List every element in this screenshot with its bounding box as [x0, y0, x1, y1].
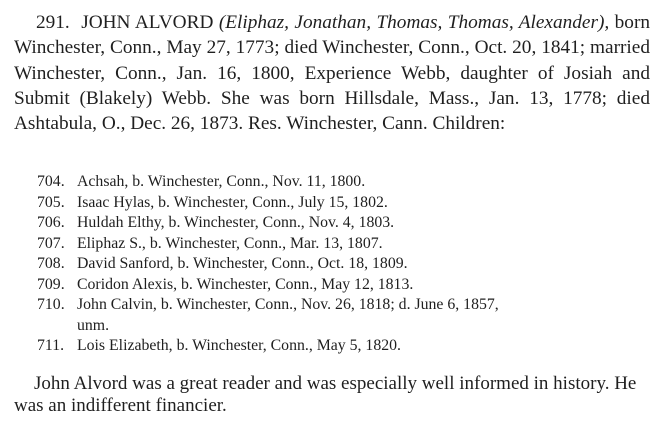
entry-number: 291.: [36, 12, 70, 33]
entry-paragraph: [14, 10, 650, 136]
child-text-continuation: unm.: [77, 316, 110, 334]
child-number: 706.: [37, 214, 65, 231]
child-item: [37, 254, 652, 275]
child-item: [37, 172, 652, 193]
child-text: Lois Elizabeth, b. Winchester, Conn., May 5, 1820.: [77, 337, 401, 354]
child-item: [37, 275, 652, 296]
entry-ancestry: (Eliphaz, Jonathan, Thomas, Thomas, Alexander),: [218, 12, 610, 33]
child-number: 711.: [37, 337, 65, 354]
child-text: John Calvin, b. Winchester, Conn., Nov. 26, 1818; d. June 6, 1857,: [77, 296, 499, 313]
child-text: Achsah, b. Winchester, Conn., Nov. 11, 1800.: [77, 173, 366, 190]
child-item: [37, 295, 652, 336]
entry-text: born Winchester, Conn., May 27, 1773; died Winchester, Conn., Oct. 20, 1841; married Winchester, Conn., Jan. 16, 1800, Experience Webb, daughter of Josiah and Submit (Blakely) Webb. She was born Hillsdale, Mass., Jan. 13, 1778; died Ashtabula, O., Dec. 26, 1873. Res. Winchester, Cann. Children:: [14, 12, 650, 135]
child-item: [37, 193, 652, 214]
biographical-note: John Alvord was a great reader and was especially well informed in history. He was an indifferent financier.: [14, 373, 637, 416]
child-number: 710.: [37, 296, 65, 313]
child-text: Coridon Alexis, b. Winchester, Conn., May 12, 1813.: [77, 275, 414, 293]
child-item: [37, 213, 652, 234]
child-text: Isaac Hylas, b. Winchester, Conn., July 15, 1802.: [77, 193, 388, 211]
child-number: 704.: [37, 173, 65, 190]
child-item: [37, 336, 652, 357]
child-number: 708.: [37, 255, 65, 272]
child-text: Eliphaz S., b. Winchester, Conn., Mar. 13, 1807.: [77, 234, 383, 252]
child-text: Huldah Elthy, b. Winchester, Conn., Nov. 4, 1803.: [77, 214, 395, 231]
child-item: [37, 234, 652, 255]
child-text: David Sanford, b. Winchester, Conn., Oct. 18, 1809.: [77, 255, 408, 272]
child-number: 705.: [37, 193, 65, 211]
children-list: [37, 172, 652, 357]
entry-name: JOHN ALVORD: [81, 12, 214, 33]
child-number: 707.: [37, 234, 65, 252]
child-number: 709.: [37, 275, 65, 293]
